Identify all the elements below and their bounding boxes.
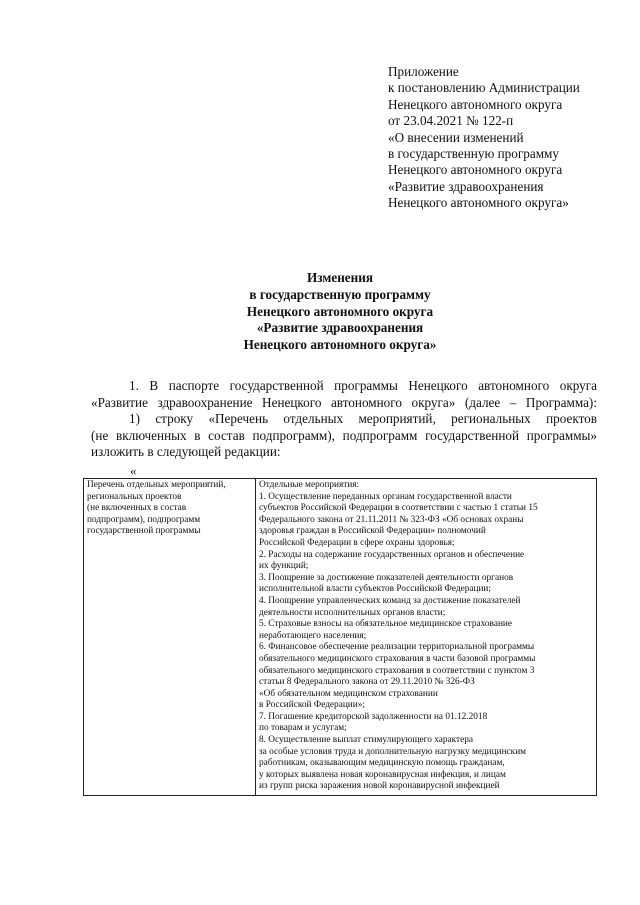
cell-line: здоровья граждан в Российской Федерации» полномочий (259, 526, 486, 537)
appendix-line: Ненецкого автономного округа» (388, 195, 569, 211)
cell-line: 7. Погашение кредиторской задолженности на 01.12.2018 (259, 711, 488, 722)
cell-line: исполнительной власти субъектов Российской Федерации; (259, 584, 491, 595)
paragraph-2 (91, 411, 597, 461)
cell-line: 3. Поощрение за достижение показателей деятельности органов (259, 572, 514, 583)
cell-line: Перечень отдельных мероприятий, (87, 480, 226, 490)
cell-line: 2. Расходы на содержание государственных органов и обеспечение (259, 549, 525, 560)
cell-line: их функций; (259, 561, 309, 572)
table-cell-content (256, 479, 597, 796)
paragraph-line: «Развитие здравоохранение Ненецкого автономного округа» (далее – Программа): (91, 394, 597, 410)
cell-line: региональных проектов (87, 491, 182, 502)
cell-line: в Российской Федерации»; (259, 700, 365, 711)
cell-line: из групп риска заражения новой коронавирусной инфекцией (259, 781, 500, 792)
table-cell-label (84, 479, 256, 796)
cell-line: по товарам и услугам; (259, 723, 347, 734)
cell-line: подпрограмм), подпрограмм (87, 514, 201, 525)
paragraph-line: изложить в следующей редакции: (91, 444, 281, 459)
title-line: Изменения (307, 270, 373, 285)
title-line: «Развитие здравоохранения (256, 320, 424, 336)
cell-line: обязательного медицинского страхования в части базовой программы (259, 653, 536, 664)
cell-line: Федерального закона от 21.11.2011 № 323-ФЗ «Об основах охраны (259, 514, 524, 525)
cell-line: 6. Финансовое обеспечение реализации территориальной программы (259, 642, 535, 653)
program-table (83, 478, 597, 796)
cell-line: статьи 8 Федерального закона от 29.11.2010 № 326-ФЗ (259, 677, 475, 688)
cell-line: 1. Осуществление переданных органам государственной власти (259, 491, 512, 502)
opening-quote: « (130, 463, 137, 478)
appendix-line: Ненецкого автономного округа (388, 162, 563, 178)
cell-line: 4. Поощрение управленческих команд за достижение показателей (259, 595, 521, 606)
appendix-header (388, 64, 628, 212)
appendix-line: в государственную программу (388, 146, 559, 162)
paragraph-line: 1) строку «Перечень отдельных мероприятий, региональных проектов (129, 411, 597, 426)
cell-line: работникам, оказывающим медицинскую помощь гражданам, (259, 758, 505, 769)
cell-line: (не включенных в состав (87, 503, 187, 514)
appendix-line: «О внесении изменений (388, 129, 524, 145)
appendix-line: Ненецкого автономного округа (388, 96, 563, 112)
appendix-line: от 23.04.2021 № 122-п (388, 113, 514, 129)
cell-line: у которых выявлена новая коронавирусная инфекция, и лицам (259, 769, 506, 780)
table-row (84, 479, 597, 796)
paragraph-1 (91, 378, 597, 411)
cell-line: 5. Страховые взносы на обязательное медицинское страхование (259, 619, 513, 630)
document-title (0, 270, 640, 354)
cell-line: обязательного медицинского страхования в соответствии с пунктом 3 (259, 665, 535, 676)
cell-line: неработающего населения; (259, 630, 367, 641)
appendix-line: Приложение (388, 64, 459, 79)
cell-line: 8. Осуществление выплат стимулирующего характера (259, 735, 473, 746)
cell-line: «Об обязательном медицинском страховании (259, 688, 438, 699)
cell-line: Отдельные мероприятия: (259, 480, 360, 490)
paragraph-line: (не включенных в состав подпрограмм), подпрограмм государственной программы» (91, 427, 597, 443)
title-line: Ненецкого автономного округа (246, 303, 434, 319)
appendix-line: «Развитие здравоохранения (388, 178, 544, 194)
cell-line: за особые условия труда и дополнительную нагрузку медицинским (259, 746, 527, 757)
title-line: в государственную программу (249, 286, 431, 302)
paragraph-line: 1. В паспорте государственной программы Ненецкого автономного округа (129, 378, 597, 393)
cell-line: Российской Федерации в сфере охраны здоровья; (259, 537, 455, 548)
title-line: Ненецкого автономного округа» (243, 337, 437, 353)
cell-line: деятельности исполнительных органов власти; (259, 607, 446, 618)
appendix-line: к постановлению Администрации (388, 80, 580, 96)
cell-line: субъектов Российской Федерации в соответствии с частью 1 статьи 15 (259, 503, 538, 514)
cell-line: государственной программы (87, 526, 201, 537)
